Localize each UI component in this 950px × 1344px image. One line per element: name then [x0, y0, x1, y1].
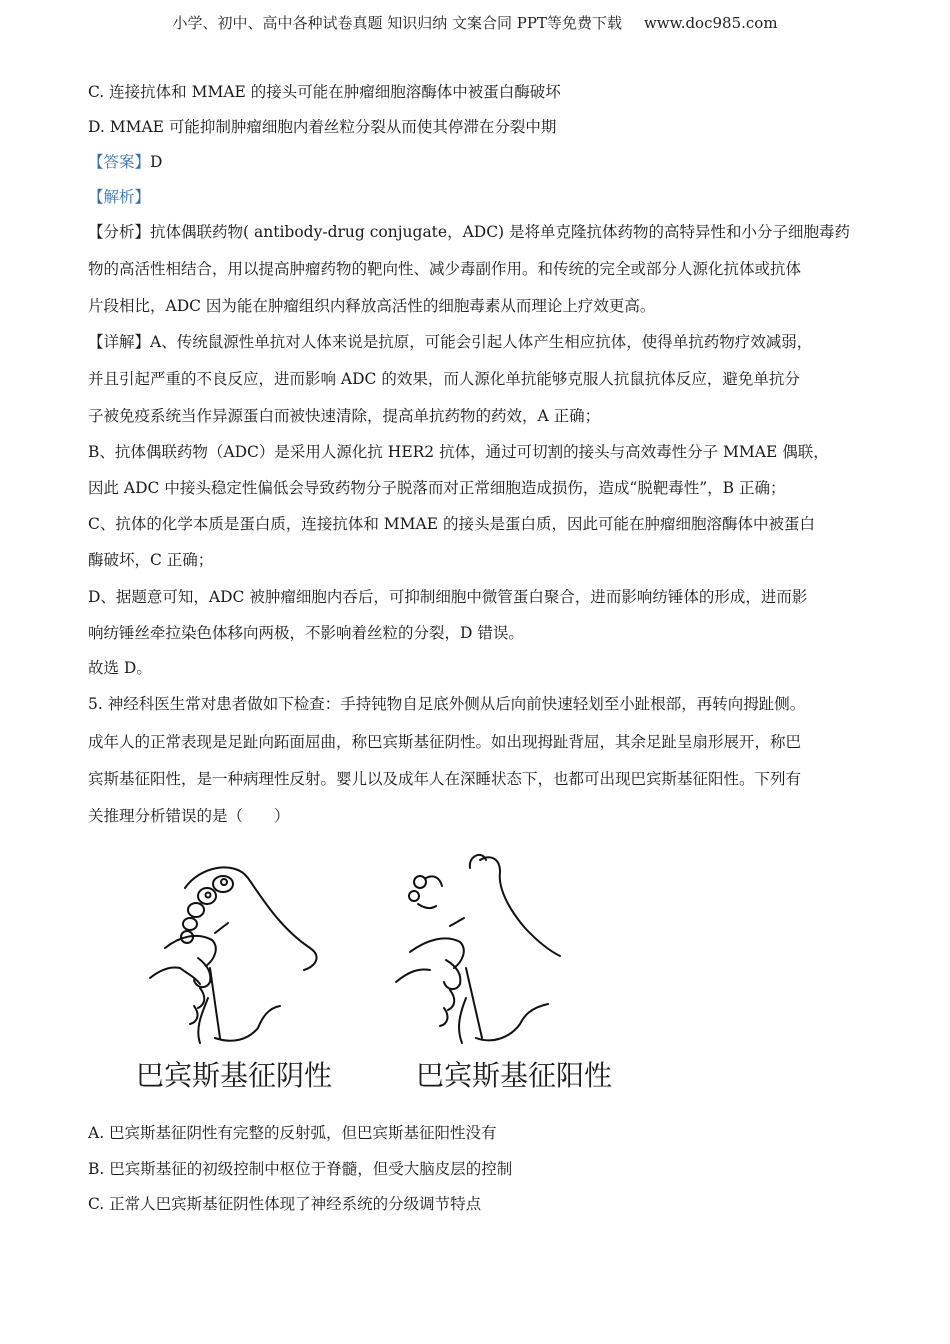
q5-option-b: B. 巴宾斯基征的初级控制中枢位于脊髓，但受大脑皮层的控制	[88, 1160, 513, 1178]
babinski-negative-illustration	[140, 848, 340, 1048]
detail-line-5: 因此 ADC 中接头稳定性偏低会导致药物分子脱落而对正常细胞造成损伤，造成“脱靶毒性”，B 正确；	[88, 479, 786, 497]
babinski-figure	[128, 848, 628, 1098]
detail-line-3: 子被免疫系统当作异源蛋白而被快速清除，提高单抗药物的药效，A 正确；	[88, 407, 601, 425]
answer-value: D	[150, 153, 163, 171]
detail-tag: 【详解】	[88, 333, 151, 351]
detail-line-10: 故选 D。	[88, 659, 152, 677]
detail-line-8: D、据题意可知，ADC 被肿瘤细胞内吞后，可抑制细胞中微管蛋白聚合，进而影响纺锤体的形成，进而影	[88, 588, 808, 606]
analysis-line-3: 片段相比，ADC 因为能在肿瘤组织内释放高活性的细胞毒素从而理论上疗效更高。	[88, 297, 656, 315]
detail-line-9: 响纺锤丝牵拉染色体移向两极，不影响着丝粒的分裂，D 错误。	[88, 624, 524, 642]
q5-stem-line-3: 宾斯基征阳性，是一种病理性反射。婴儿以及成年人在深睡状态下，也都可出现巴宾斯基征阳性。下列有	[88, 770, 802, 788]
detail-line-1	[88, 330, 863, 354]
q4-option-d: D. MMAE 可能抑制肿瘤细胞内着丝粒分裂从而使其停滞在分裂中期	[88, 118, 557, 136]
detail-line-6: C、抗体的化学本质是蛋白质，连接抗体和 MMAE 的接头是蛋白质，因此可能在肿瘤细胞溶酶体中被蛋白	[88, 515, 815, 533]
detail-line-2: 并且引起严重的不良反应，进而影响 ADC 的效果，而人源化单抗能够克服人抗鼠抗体反应，避免单抗分	[88, 370, 800, 388]
answer-tag: 【答案】	[88, 153, 151, 171]
babinski-positive-illustration	[390, 848, 590, 1048]
q5-stem-line-1: 5. 神经科医生常对患者做如下检查：手持钝物自足底外侧从后向前快速轻划至小趾根部，再转向拇趾侧。	[88, 695, 806, 713]
q5-option-a: A. 巴宾斯基征阴性有完整的反射弧，但巴宾斯基征阳性没有	[88, 1124, 497, 1142]
analysis-text-1: 抗体偶联药物( antibody-drug conjugate，ADC) 是将单克隆抗体药物的高特异性和小分子细胞毒药	[150, 223, 851, 241]
q5-stem-line-4: 关推理分析错误的是（ ）	[88, 807, 290, 825]
caption-positive: 巴宾斯基征阳性	[416, 1059, 613, 1092]
analysis-line-2: 物的高活性相结合，用以提高肿瘤药物的靶向性、减少毒副作用。和传统的完全或部分人源化抗体或抗体	[88, 260, 802, 278]
detail-text-1: A、传统鼠源性单抗对人体来说是抗原，可能会引起人体产生相应抗体，使得单抗药物疗效减弱，	[150, 333, 813, 351]
explain-line	[88, 185, 863, 209]
detail-line-4: B、抗体偶联药物（ADC）是采用人源化抗 HER2 抗体，通过可切割的接头与高效毒性分子 MMAE 偶联，	[88, 443, 829, 461]
q4-option-c: C. 连接抗体和 MMAE 的接头可能在肿瘤细胞溶酶体中被蛋白酶破坏	[88, 83, 561, 101]
q5-option-c: C. 正常人巴宾斯基征阴性体现了神经系统的分级调节特点	[88, 1195, 482, 1213]
header-text: 小学、初中、高中各种试卷真题 知识归纳 文案合同 PPT等免费下载	[172, 14, 622, 32]
header-site-link[interactable]: www.doc985.com	[643, 14, 778, 32]
analysis-tag: 【分析】	[88, 223, 151, 241]
caption-negative: 巴宾斯基征阴性	[136, 1059, 333, 1092]
answer-line	[88, 150, 863, 174]
explain-tag: 【解析】	[88, 188, 151, 206]
analysis-line-1	[88, 220, 863, 244]
page-header	[0, 12, 950, 33]
detail-line-7: 酶破坏，C 正确；	[88, 551, 214, 569]
q5-stem-line-2: 成年人的正常表现是足趾向跖面屈曲，称巴宾斯基征阴性。如出现拇趾背屈，其余足趾呈扇形展开，称巴	[88, 733, 802, 751]
